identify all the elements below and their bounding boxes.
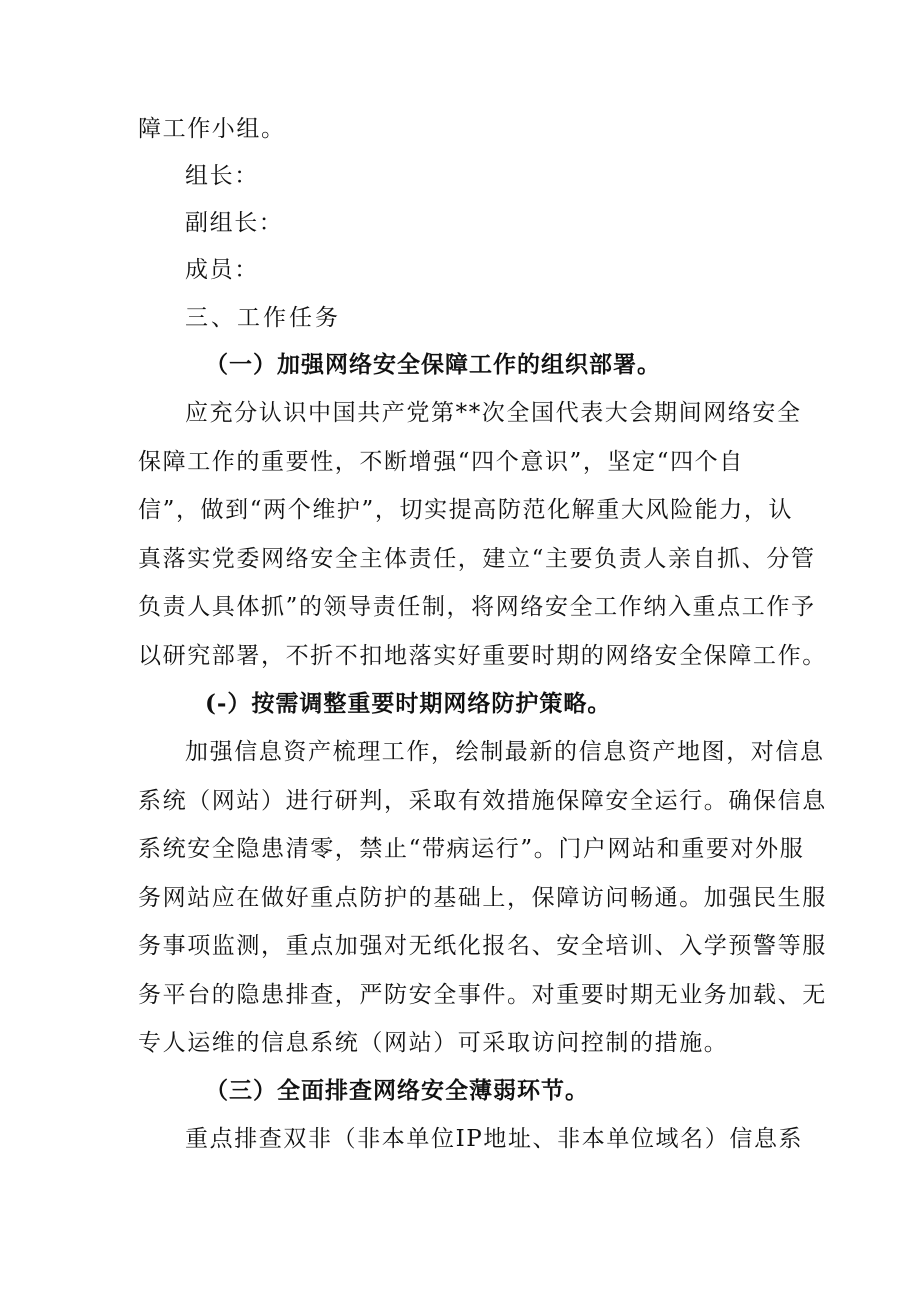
paragraph-3-line: 重点排查双非（非本单位IP地址、非本单位域名）信息系 [185, 1126, 804, 1152]
paragraph-1-line: 负责人具体抓”的领导责任制，将网络安全工作纳入重点工作予 [138, 594, 816, 620]
paragraph-1-line: 以研究部署，不折不扣地落实好重要时期的网络安全保障工作。 [138, 643, 827, 669]
deputy-leader-label: 副组长： [185, 210, 284, 236]
paragraph-2-line: 务网站应在做好重点防护的基础上，保障访问畅通。加强民生服 [138, 885, 827, 911]
paragraph-1-line: 应充分认识中国共产党第**次全国代表大会期间网络安全 [185, 400, 802, 426]
paragraph-2-line: 加强信息资产梳理工作，绘制最新的信息资产地图，对信息 [185, 739, 825, 765]
subheading-3: （三）全面排查网络安全薄弱环节。 [205, 1077, 589, 1104]
paragraph-2-line: 系统安全隐患清零，禁止“带病运行”。门户网站和重要对外服 [138, 836, 805, 862]
leader-label: 组长： [185, 163, 259, 189]
members-label: 成员： [185, 257, 259, 283]
paragraph-2-line: 务事项监测，重点加强对无纸化报名、安全培训、入学预警等服 [138, 933, 827, 959]
paragraph-2-line: 专人运维的信息系统（网站）可采取访问控制的措施。 [138, 1030, 729, 1056]
subheading-2: (-）按需调整重要时期网络防护策略。 [205, 690, 612, 717]
paragraph-1-line: 保障工作的重要性，不断增强“四个意识”，坚定“四个自 [138, 449, 744, 475]
section-title-work-tasks: 三、工作任务 [185, 305, 341, 331]
paragraph-1-line: 信”，做到“两个维护”，切实提高防范化解重大风险能力，认 [138, 497, 794, 523]
text-line-continuation: 障工作小组。 [138, 116, 286, 142]
subheading-1: （一）加强网络安全保障工作的组织部署。 [205, 351, 661, 378]
paragraph-1-line: 真落实党委网络安全主体责任，建立“主要负责人亲自抓、分管 [138, 546, 816, 572]
paragraph-2-line: 系统（网站）进行研判，采取有效措施保障安全运行。确保信息 [138, 788, 827, 814]
paragraph-2-line: 务平台的隐患排查，严防安全事件。对重要时期无业务加载、无 [138, 982, 827, 1008]
